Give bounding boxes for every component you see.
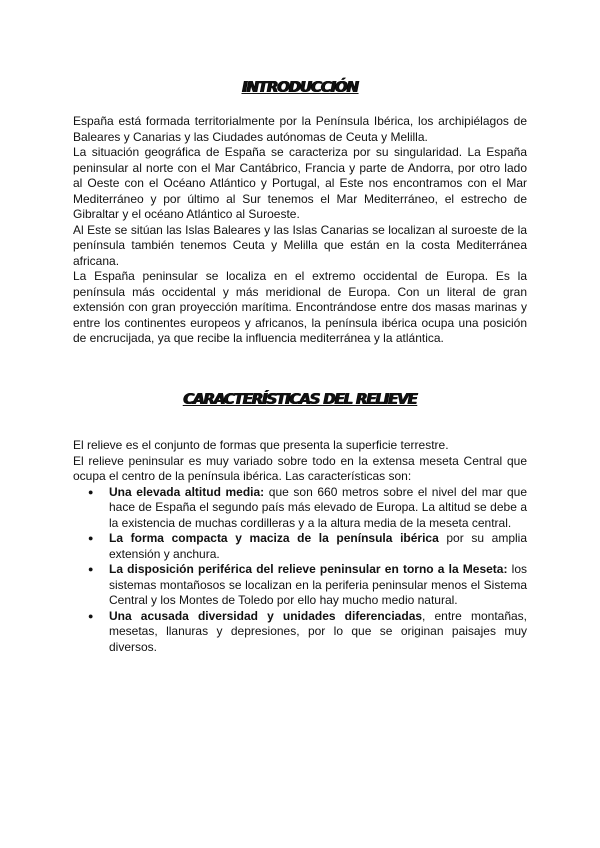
relieve-section — [73, 438, 527, 655]
intro-paragraph-3: Al Este se sitúan las Islas Baleares y las Islas Canarias se localizan al suroeste de la península también tenemos Ceuta y Melilla que están en la costa Mediterránea africana. — [73, 222, 527, 268]
relieve-paragraph-2: El relieve peninsular es muy variado sobre todo en la extensa meseta Central que ocupa el centro de la península ibérica. Las características son: — [73, 453, 527, 483]
relieve-paragraph-1: El relieve es el conjunto de formas que presenta la superficie terrestre. — [73, 438, 449, 452]
relieve-title: CARACTERÍSTICAS DEL RELIEVE — [183, 390, 417, 408]
list-item — [73, 609, 527, 656]
list-item-bold: La disposición periférica del relieve peninsular en torno a la Meseta: — [109, 562, 508, 576]
intro-title: INTRODUCCIÓN — [242, 78, 358, 96]
list-item-bold: La forma compacta y maciza de la península ibérica — [109, 531, 439, 545]
list-item — [73, 485, 527, 532]
list-item-text: , entre montañas, mesetas, llanuras y depresiones, por lo que se originan paisajes muy diversos. — [109, 608, 528, 654]
list-item-text: por su amplia extensión y anchura. — [109, 531, 527, 561]
intro-paragraph-4: La España peninsular se localiza en el extremo occidental de Europa. Es la península más occidental y más meridional de Europa. Con un literal de gran extensión con gran proyección marítima. Encontrándose entre dos masas marinas y entre los continentes europeos y africanos, la península ibérica ocupa una posición de encrucijada, ya que recibe la influencia mediterránea y la atlántica. — [73, 269, 527, 345]
list-item — [73, 562, 527, 609]
intro-paragraph-1: España está formada territorialmente por la Península Ibérica, los archipiélagos de Baleares y Canarias y las Ciudades autónomas de Ceuta y Melilla. — [73, 114, 527, 144]
list-item-text: que son 660 metros sobre el nivel del mar que hace de España el segundo país más elevado de Europa. La altitud se debe a la existencia de muchas cordilleras y a la altura media de la meseta central. — [109, 484, 527, 530]
list-item-bold: Una acusada diversidad y unidades diferenciadas — [109, 608, 423, 623]
list-item-bold: Una elevada altitud media: — [109, 484, 265, 499]
characteristics-list — [73, 485, 527, 656]
intro-section — [73, 114, 527, 347]
list-item-text: los sistemas montañosos se localizan en la periferia peninsular menos el Sistema Central y los Montes de Toledo por ello hay mucho medio natural. — [109, 562, 527, 607]
intro-paragraph-2: La situación geográfica de España se caracteriza por su singularidad. La España peninsular al norte con el Mar Cantábrico, Francia y parte de Andorra, por otro lado al Oeste con el Océano Atlántico y Portugal, al Este nos encontramos con el Mar Mediterráneo y por último al Sur tenemos el Mar Mediterráneo, el estrecho de Gibraltar y el océano Atlántico al Suroeste. — [73, 145, 527, 221]
list-item — [73, 531, 527, 562]
